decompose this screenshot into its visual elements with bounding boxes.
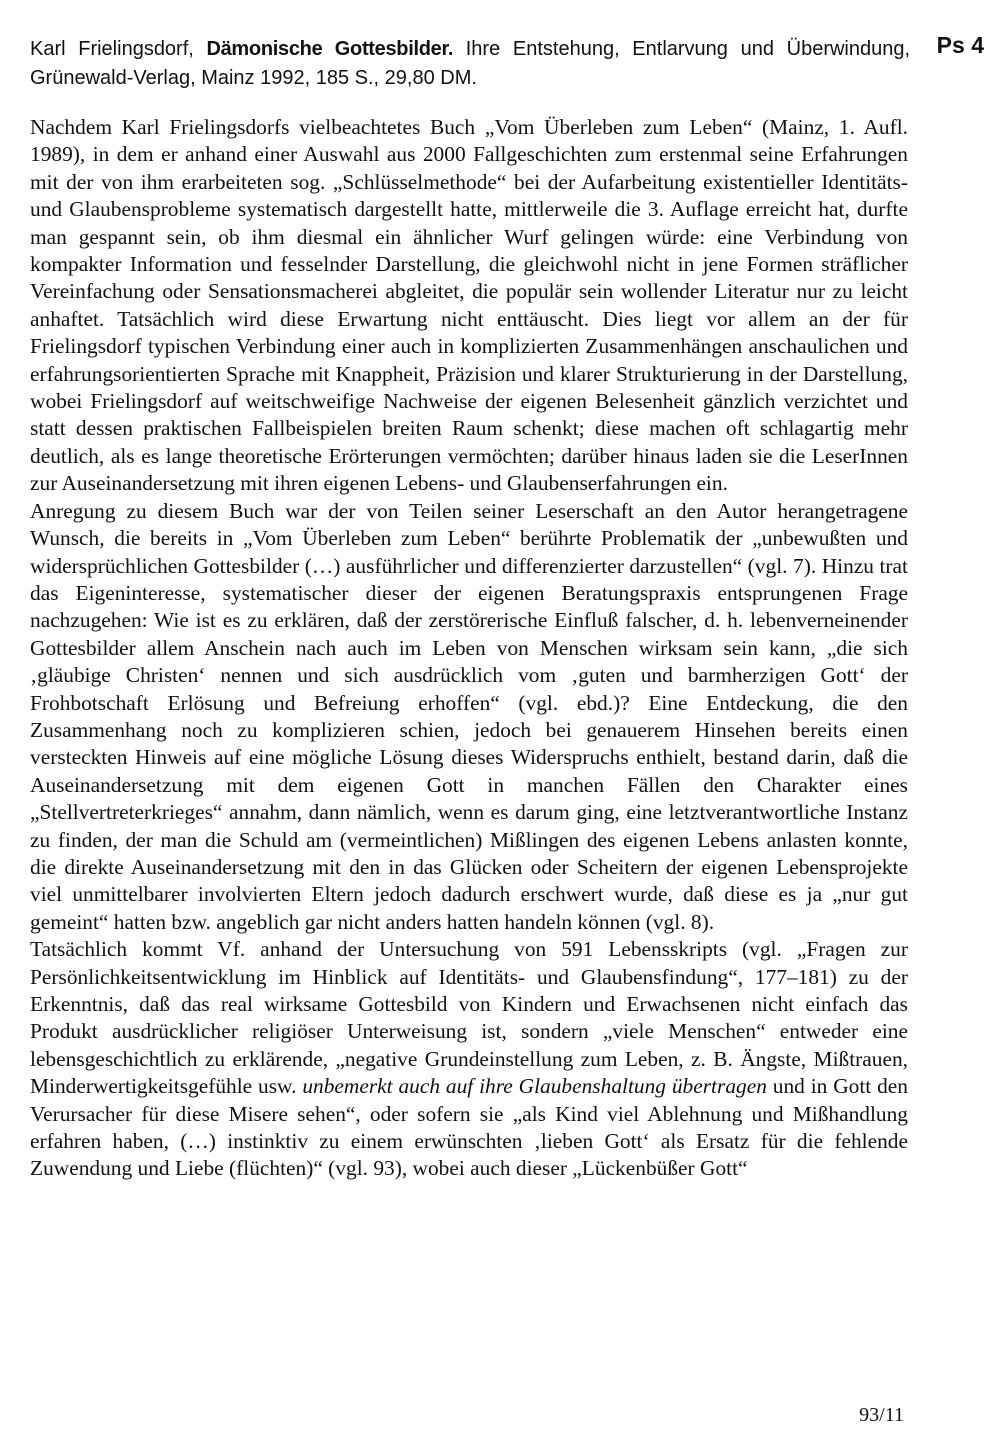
paragraph-1: Nachdem Karl Frielingsdorfs vielbeachtetes Buch „Vom Überleben zum Leben“ (Mainz, 1. Aufl. 1989), in dem er anhand einer Auswahl aus 2000 Fallgeschichten zum erstenmal seine Erfahrungen mit der von ihm erarbeiteten sog. „Schlüsselmethode“ bei der Aufarbeitung existentieller Identitäts- und Glaubensprobleme systematisch dargestellt hatte, mittlerweile die 3. Auflage erreicht hat, durfte man gespannt sein, ob ihm diesmal ein ähnlicher Wurf gelingen würde: eine Verbindung von kompakter Information und fesselnder Darstellung, die gleichwohl nicht in jene Formen sträflicher Vereinfachung oder Sensationsmacherei abgleitet, die populär sein wollender Literatur nur zu leicht anhaftet. Tatsächlich wird diese Erwartung nicht enttäuscht. Dies liegt vor allem an der für Frielingsdorf typischen Verbindung einer auch in komplizierten Zusammenhängen anschaulichen und erfahrungsorientierten Sprache mit Knappheit, Präzision und klarer Strukturierung in der Darstellung, wobei Frielingsdorf auf weitschweifige Nachweise der eigenen Belesenheit gänzlich verzichtet und statt dessen praktischen Fallbeispielen breiten Raum schenkt; diese machen oft schlagartig mehr deutlich, als es lange theoretische Erörterungen vermöchten; darüber hinaus laden sie die LeserInnen zur Auseinandersetzung mit ihren eigenen Lebens- und Glaubenserfahrungen ein. xyxy=(30,115,908,496)
paragraph-3-start: Tatsächlich kommt Vf. anhand der Untersuchung von 591 Lebensskripts (vgl. „Fragen zur Persönlichkeitsentwicklung im Hinblick auf Identitäts- und Glaubensfindung“, 177–181) zu der Erkenntnis, daß das real wirksame Gottesbild von Kindern und Erwachsenen nicht einfach das Produkt ausdrücklicher religiöser Unterweisung ist, sondern „viele Menschen“ entweder eine lebensgeschichtlich zu erklärende, „negative Grundeinstellung zum Leben, z. B. Ängste, Mißtrauen, Minderwertigkeitsgefühle usw. xyxy=(30,937,908,1099)
paragraph-3-italic-quote: unbemerkt auch auf ihre Glaubenshaltung übertragen xyxy=(302,1074,767,1099)
book-publication-info: Ihre Entstehung, Entlarvung und Überwindung, Grünewald-Verlag, Mainz 1992, 185 S., 29,80 DM. xyxy=(30,38,911,89)
page-reference: 93/11 xyxy=(859,1404,904,1426)
book-title: Dämonische Gottesbilder. xyxy=(206,38,454,60)
paragraph-2: Anregung zu diesem Buch war der von Teilen seiner Leserschaft an den Autor herangetragene Wunsch, die bereits in „Vom Überleben zum Leben“ berührte Problematik der „unbewußten und widersprüchlichen Gottesbilder (…) ausführlicher und differenzierter darzustellen“ (vgl. 7). Hinzu trat das Eigeninteresse, systematischer dieser der eigenen Beratungspraxis entsprungenen Frage nachzugehen: Wie ist es zu erklären, daß der zerstörerische Einfluß falscher, d. h. lebenverneinender Gottesbilder allem Anschein nach auch im Leben von Menschen wirksam sein kann, „die sich ‚gläubige Christen‘ nennen und sich ausdrücklich vom ‚guten und barmherzigen Gott‘ der Frohbotschaft Erlösung und Befreiung erhoffen“ (vgl. ebd.)? Eine Entdeckung, die den Zusammenhang noch zu komplizieren schien, jedoch bei genauerem Hinsehen bereits einen versteckten Hinweis auf eine mögliche Lösung dieses Widerspruchs enthielt, bestand darin, daß die Auseinandersetzung mit dem eigenen Gott in manchen Fällen den Charakter eines „Stellvertreterkrieges“ annahm, dann nämlich, wenn es darum ging, eine letztverantwortliche Instanz zu finden, der man die Schuld am (vermeintlichen) Mißlingen des eigenen Lebens anlasten konnte, die direkte Auseinandersetzung mit den in das Glücken oder Scheitern der eigenen Lebensprojekte viel unmittelbarer involvierten Eltern jedoch dadurch erschwert wurde, daß diese es ja „nur gut gemeint“ hatten bzw. angeblich gar nicht anders hatten handeln können (vgl. 8). xyxy=(30,498,908,934)
book-author: Karl Frielingsdorf, xyxy=(30,38,194,60)
section-code: Ps 4 xyxy=(936,32,984,58)
review-body xyxy=(30,114,908,1183)
paragraph-3-end: und in Gott den Verursacher für diese Misere sehen“, oder sofern sie „als Kind viel Ablehnung und Mißhandlung erfahren haben, (…) instinktiv zu einem erwünschten ‚lieben Gott‘ als Ersatz für die fehlende Zuwendung und Liebe (flüchten)“ (vgl. 93), wobei auch dieser „Lückenbüßer Gott“ xyxy=(30,1074,909,1181)
paragraph-3 xyxy=(30,936,908,1183)
review-header xyxy=(30,34,910,92)
